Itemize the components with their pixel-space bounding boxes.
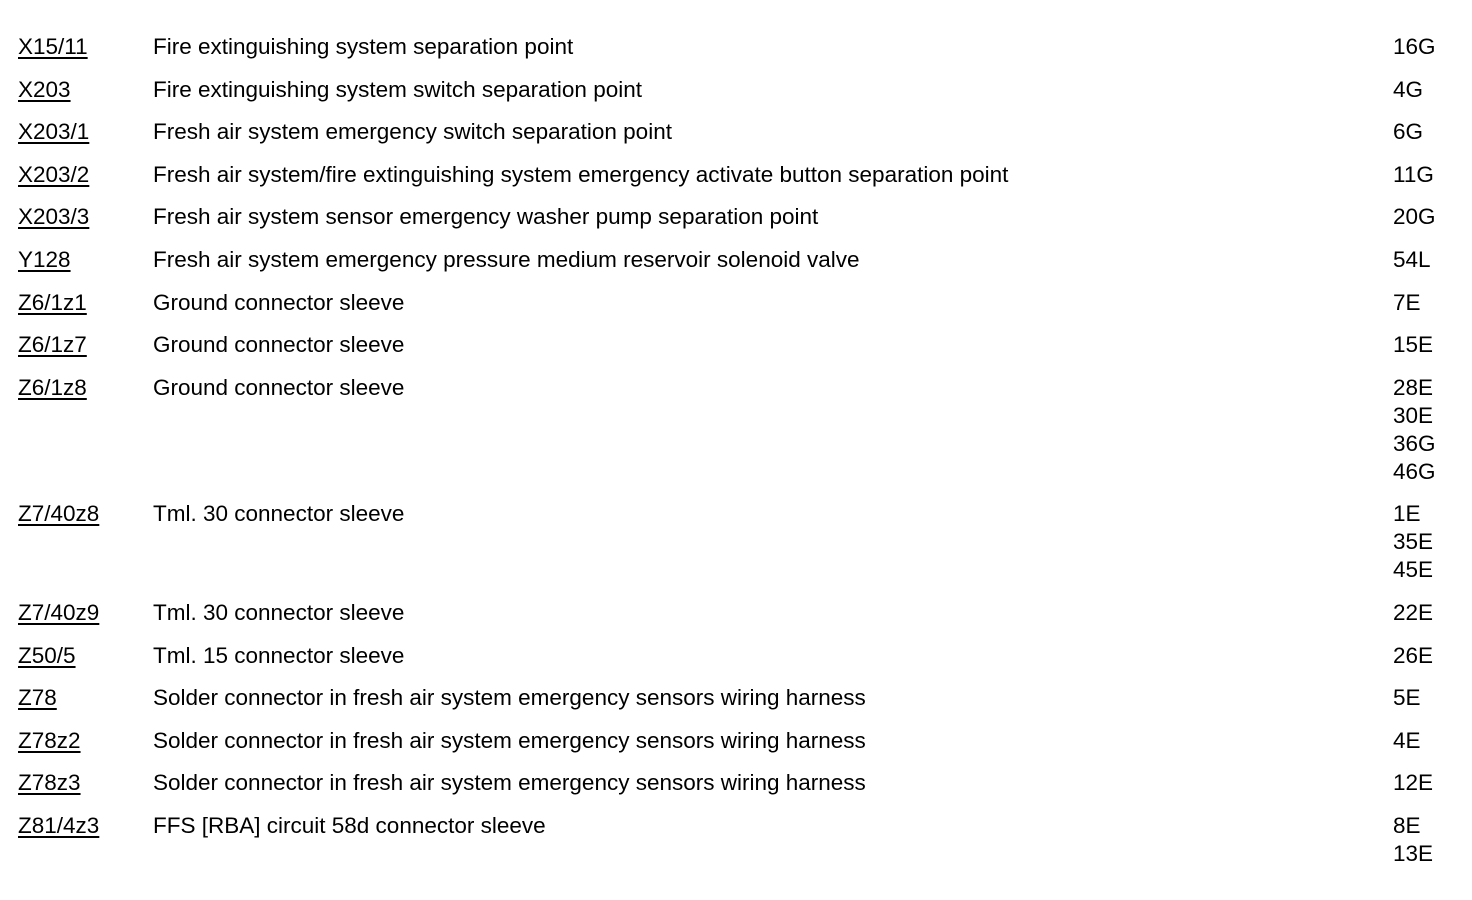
component-code-link[interactable]: X15/11 xyxy=(18,34,88,59)
grid-location: 54L xyxy=(1393,246,1431,272)
component-code-link[interactable]: Z7/40z8 xyxy=(18,501,100,527)
grid-locations xyxy=(1393,331,1433,359)
legend-row xyxy=(0,203,1472,231)
grid-locations xyxy=(1393,33,1436,61)
component-description: Tml. 30 connector sleeve xyxy=(153,501,405,527)
component-code-link[interactable]: Z81/4z3 xyxy=(18,812,100,838)
grid-locations xyxy=(1393,500,1433,584)
grid-locations xyxy=(1393,812,1433,868)
component-description: Fresh air system/fire extinguishing system emergency activate button separation point xyxy=(153,161,1009,187)
legend-row xyxy=(0,642,1472,670)
grid-location: 1E xyxy=(1393,501,1421,527)
grid-location: 11G xyxy=(1393,161,1434,187)
component-description: Fire extinguishing system switch separation point xyxy=(153,76,642,102)
grid-locations xyxy=(1393,374,1436,486)
grid-location: 7E xyxy=(1393,289,1421,315)
component-code-link[interactable]: X203 xyxy=(18,76,71,102)
grid-location: 46G xyxy=(1393,458,1436,484)
legend-row xyxy=(0,76,1472,104)
component-code-link[interactable]: Z6/1z7 xyxy=(18,332,87,358)
component-description: Solder connector in fresh air system emergency sensors wiring harness xyxy=(153,727,866,753)
component-description: Solder connector in fresh air system emergency sensors wiring harness xyxy=(153,770,866,796)
legend-row xyxy=(0,684,1472,712)
component-code-link[interactable]: Z7/40z9 xyxy=(18,599,100,625)
grid-location: 22E xyxy=(1393,599,1434,625)
component-code-link[interactable]: Z78z3 xyxy=(18,770,81,796)
component-description: Ground connector sleeve xyxy=(153,374,405,400)
legend-row xyxy=(0,727,1472,755)
component-code-link[interactable]: Z50/5 xyxy=(18,642,76,668)
component-code-link[interactable]: Z6/1z1 xyxy=(18,289,87,315)
grid-locations xyxy=(1393,642,1433,670)
grid-location: 5E xyxy=(1393,685,1421,711)
grid-location: 16G xyxy=(1393,34,1436,59)
grid-location: 12E xyxy=(1393,770,1434,796)
legend-row xyxy=(0,33,1472,61)
grid-location: 28E xyxy=(1393,374,1434,400)
grid-location: 45E xyxy=(1393,557,1434,583)
component-code-link[interactable]: Z78z2 xyxy=(18,727,81,753)
grid-location: 6G xyxy=(1393,119,1424,145)
component-description: Ground connector sleeve xyxy=(153,289,405,315)
component-description: Fire extinguishing system separation point xyxy=(153,34,574,59)
component-description: Ground connector sleeve xyxy=(153,332,405,358)
grid-location: 20G xyxy=(1393,204,1436,230)
legend-row xyxy=(0,500,1472,584)
legend-row xyxy=(0,812,1472,868)
grid-location: 36G xyxy=(1393,430,1436,456)
grid-location: 4G xyxy=(1393,76,1424,102)
grid-locations xyxy=(1393,684,1421,712)
grid-locations xyxy=(1393,203,1436,231)
legend-row xyxy=(0,331,1472,359)
grid-locations xyxy=(1393,727,1421,755)
component-description: Solder connector in fresh air system emergency sensors wiring harness xyxy=(153,685,866,711)
legend-row xyxy=(0,769,1472,797)
component-description: Fresh air system emergency switch separation point xyxy=(153,119,672,145)
grid-locations xyxy=(1393,599,1433,627)
legend-row xyxy=(0,599,1472,627)
component-description: Tml. 30 connector sleeve xyxy=(153,599,405,625)
grid-locations xyxy=(1393,161,1434,189)
component-code-link[interactable]: X203/3 xyxy=(18,204,90,230)
grid-location: 15E xyxy=(1393,332,1434,358)
grid-locations xyxy=(1393,118,1423,146)
legend-row xyxy=(0,246,1472,274)
component-description: Tml. 15 connector sleeve xyxy=(153,642,405,668)
grid-location: 35E xyxy=(1393,529,1434,555)
legend-row xyxy=(0,118,1472,146)
component-code-link[interactable]: Z6/1z8 xyxy=(18,374,87,400)
grid-location: 26E xyxy=(1393,642,1434,668)
grid-location: 30E xyxy=(1393,402,1434,428)
component-description: Fresh air system emergency pressure medium reservoir solenoid valve xyxy=(153,246,860,272)
legend-row xyxy=(0,161,1472,189)
grid-location: 4E xyxy=(1393,727,1421,753)
component-description: FFS [RBA] circuit 58d connector sleeve xyxy=(153,812,546,838)
grid-locations xyxy=(1393,769,1433,797)
grid-location: 13E xyxy=(1393,840,1434,866)
component-code-link[interactable]: X203/2 xyxy=(18,161,90,187)
legend-row xyxy=(0,289,1472,317)
legend-row xyxy=(0,374,1472,486)
component-description: Fresh air system sensor emergency washer pump separation point xyxy=(153,204,819,230)
grid-locations xyxy=(1393,76,1423,104)
grid-location: 8E xyxy=(1393,812,1421,838)
grid-locations xyxy=(1393,246,1431,274)
component-code-link[interactable]: X203/1 xyxy=(18,119,90,145)
grid-locations xyxy=(1393,289,1421,317)
component-code-link[interactable]: Y128 xyxy=(18,246,71,272)
component-code-link[interactable]: Z78 xyxy=(18,685,57,711)
